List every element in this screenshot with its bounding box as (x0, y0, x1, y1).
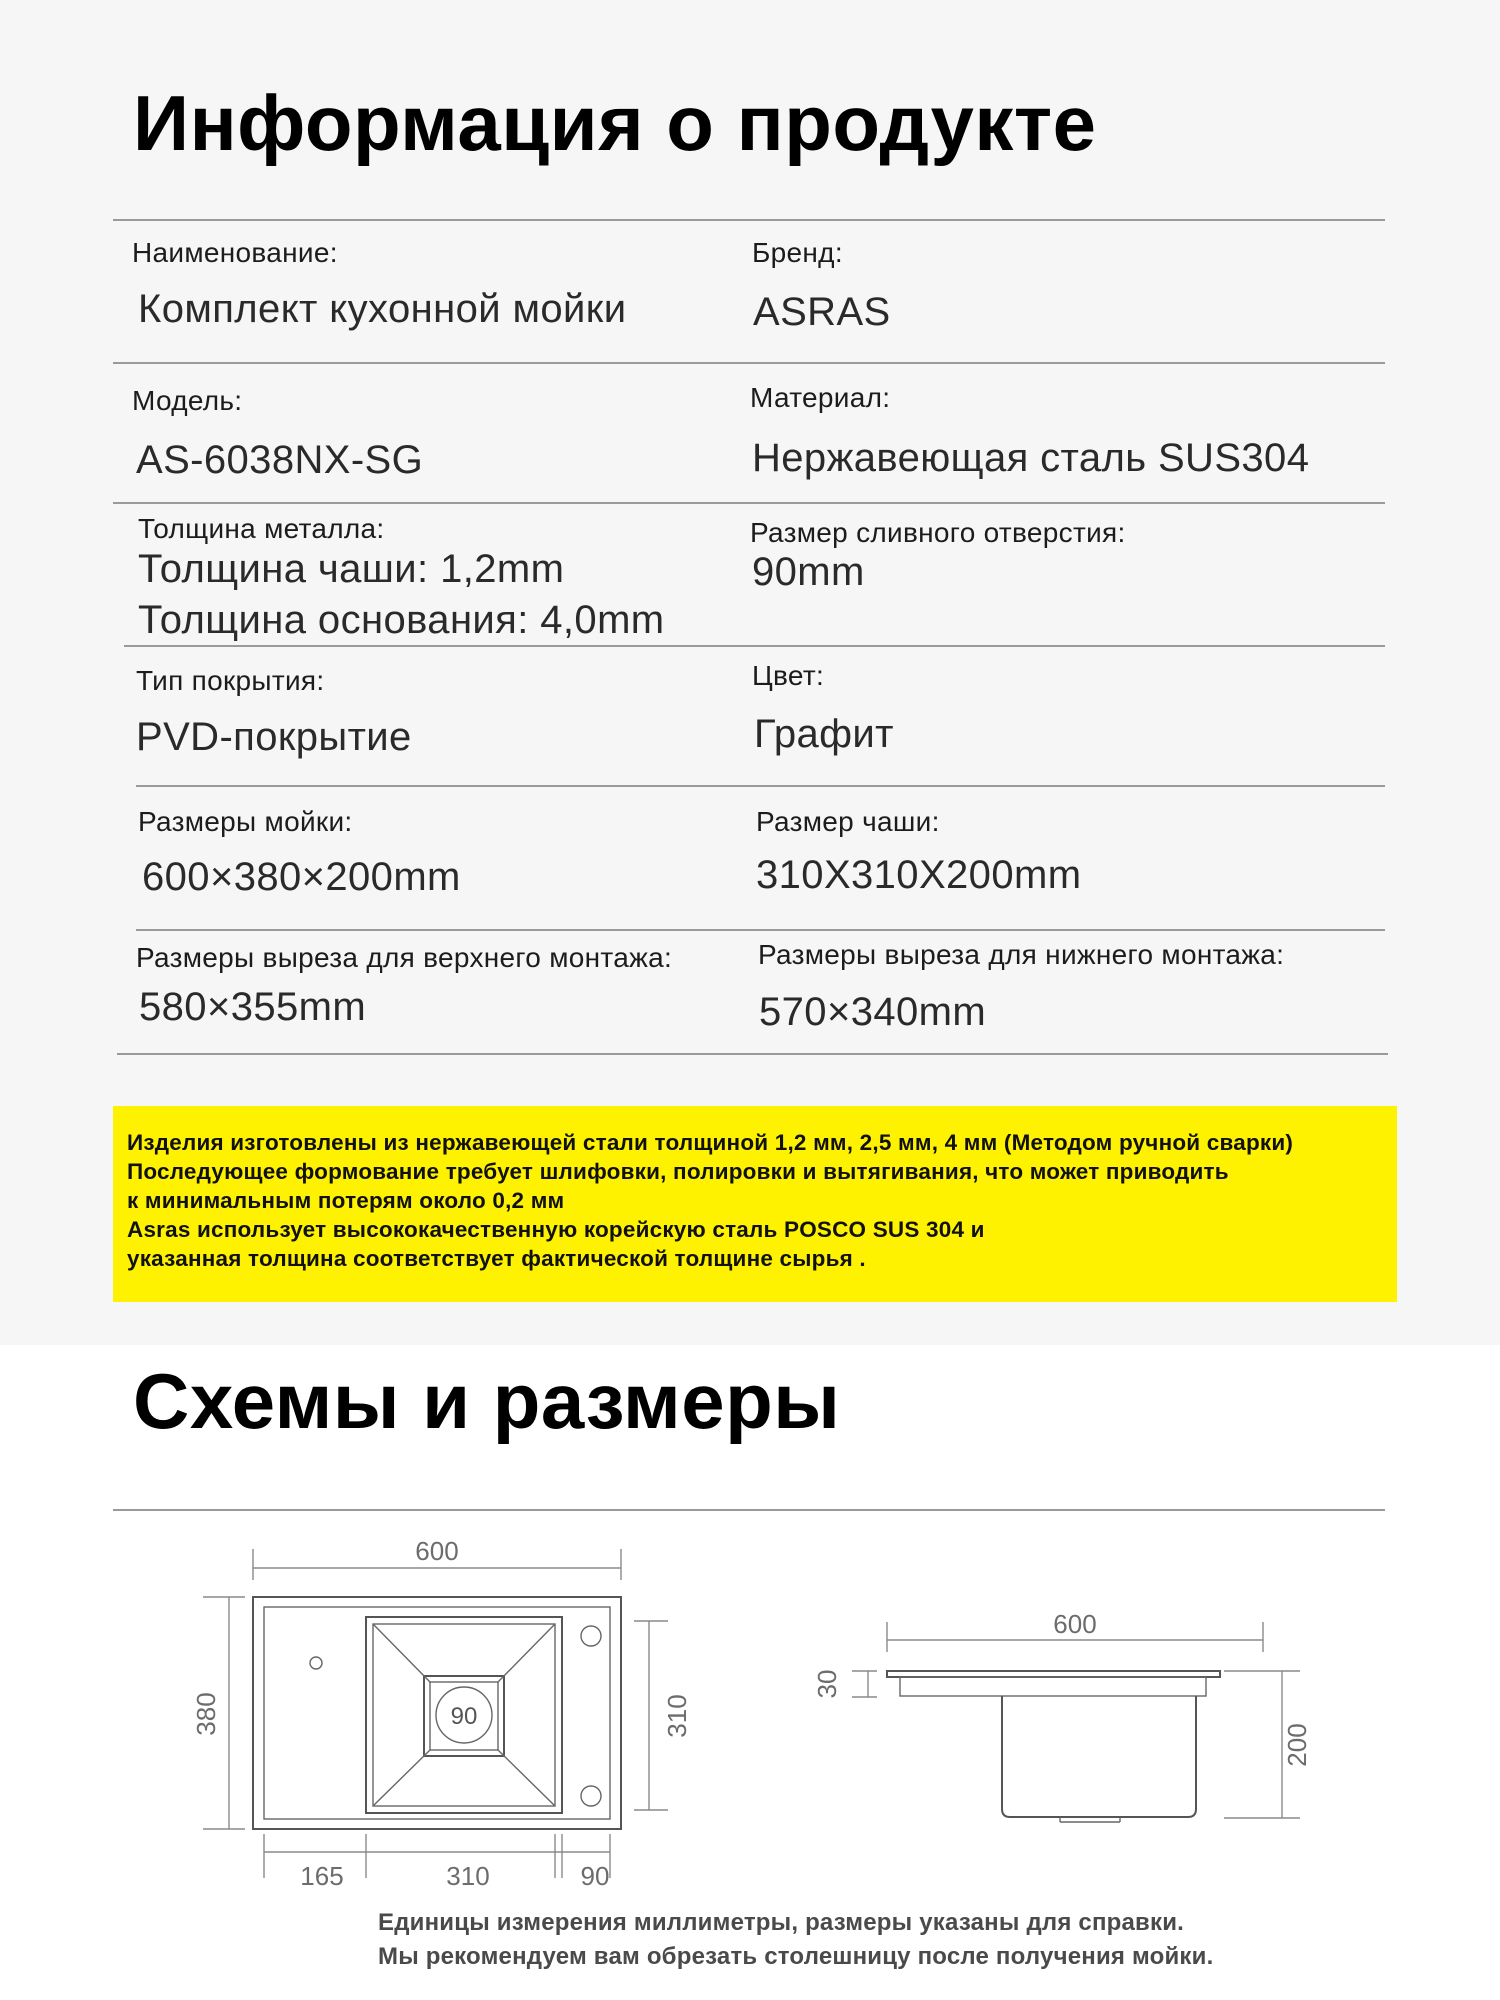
notice-line: Asras использует высококачественную корейскую сталь POSCO SUS 304 и (127, 1217, 985, 1242)
name-value: Комплект кухонной мойки (138, 287, 627, 331)
name-label: Наименование: (132, 237, 338, 268)
cutting-recommendation-note: Мы рекомендуем вам обрезать столешницу после получения мойки. (378, 1943, 1214, 1970)
model-value: AS-6038NX-SG (136, 438, 424, 482)
dim-bowl-height-text: 310 (662, 1694, 692, 1738)
notice-line: указанная толщина соответствует фактической толщине сырья . (127, 1246, 866, 1271)
bowl-thickness-value: Толщина чаши: 1,2mm (138, 547, 565, 591)
units-note: Единицы измерения миллиметры, размеры указаны для справки. (378, 1909, 1185, 1936)
under-cutout-label: Размеры выреза для нижнего монтажа: (758, 939, 1285, 970)
page-title: Информация о продукте (133, 79, 1097, 167)
brand-label: Бренд: (752, 237, 843, 268)
section-title: Схемы и размеры (133, 1357, 841, 1445)
top-cutout-label: Размеры выреза для верхнего монтажа: (136, 942, 673, 973)
dim-height-text: 380 (191, 1692, 221, 1736)
dim-flange-text: 30 (812, 1669, 842, 1699)
dim-right-offset-text: 90 (580, 1861, 610, 1891)
material-label: Материал: (750, 382, 891, 413)
dim-bowl-width-text: 310 (446, 1861, 490, 1891)
color-value: Графит (754, 712, 894, 756)
dim-depth-text: 200 (1282, 1723, 1312, 1767)
side-view-drawing (812, 1609, 1312, 1822)
top-view-drawing (191, 1536, 692, 1891)
bowl-size-value: 310X310X200mm (756, 853, 1082, 897)
under-cutout-value: 570×340mm (759, 990, 987, 1034)
sink-size-value: 600×380×200mm (142, 855, 461, 899)
notice-line: к минимальным потерям около 0,2 мм (127, 1188, 565, 1213)
notice-line: Последующее формование требует шлифовки, полировки и вытягивания, что может приводить (127, 1159, 1229, 1184)
coating-label: Тип покрытия: (136, 665, 325, 696)
dim-width-text: 600 (415, 1536, 459, 1566)
drain-label: Размер сливного отверстия: (750, 517, 1126, 548)
top-cutout-value: 580×355mm (139, 985, 367, 1029)
dim-left-offset-text: 165 (300, 1861, 344, 1891)
color-label: Цвет: (752, 660, 825, 691)
base-thickness-value: Толщина основания: 4,0mm (138, 598, 665, 642)
drain-size-text: 90 (450, 1703, 478, 1730)
thickness-label: Толщина металла: (138, 513, 385, 544)
bowl-size-label: Размер чаши: (756, 806, 940, 837)
drain-value: 90mm (752, 550, 865, 594)
brand-value: ASRAS (753, 290, 891, 334)
model-label: Модель: (132, 385, 243, 416)
sink-size-label: Размеры мойки: (138, 806, 353, 837)
notice-line: Изделия изготовлены из нержавеющей стали толщиной 1,2 мм, 2,5 мм, 4 мм (Методом ручной сварки) (127, 1130, 1294, 1155)
dim-side-width-text: 600 (1053, 1609, 1097, 1639)
material-value: Нержавеющая сталь SUS304 (752, 436, 1310, 480)
coating-value: PVD-покрытие (136, 715, 412, 759)
